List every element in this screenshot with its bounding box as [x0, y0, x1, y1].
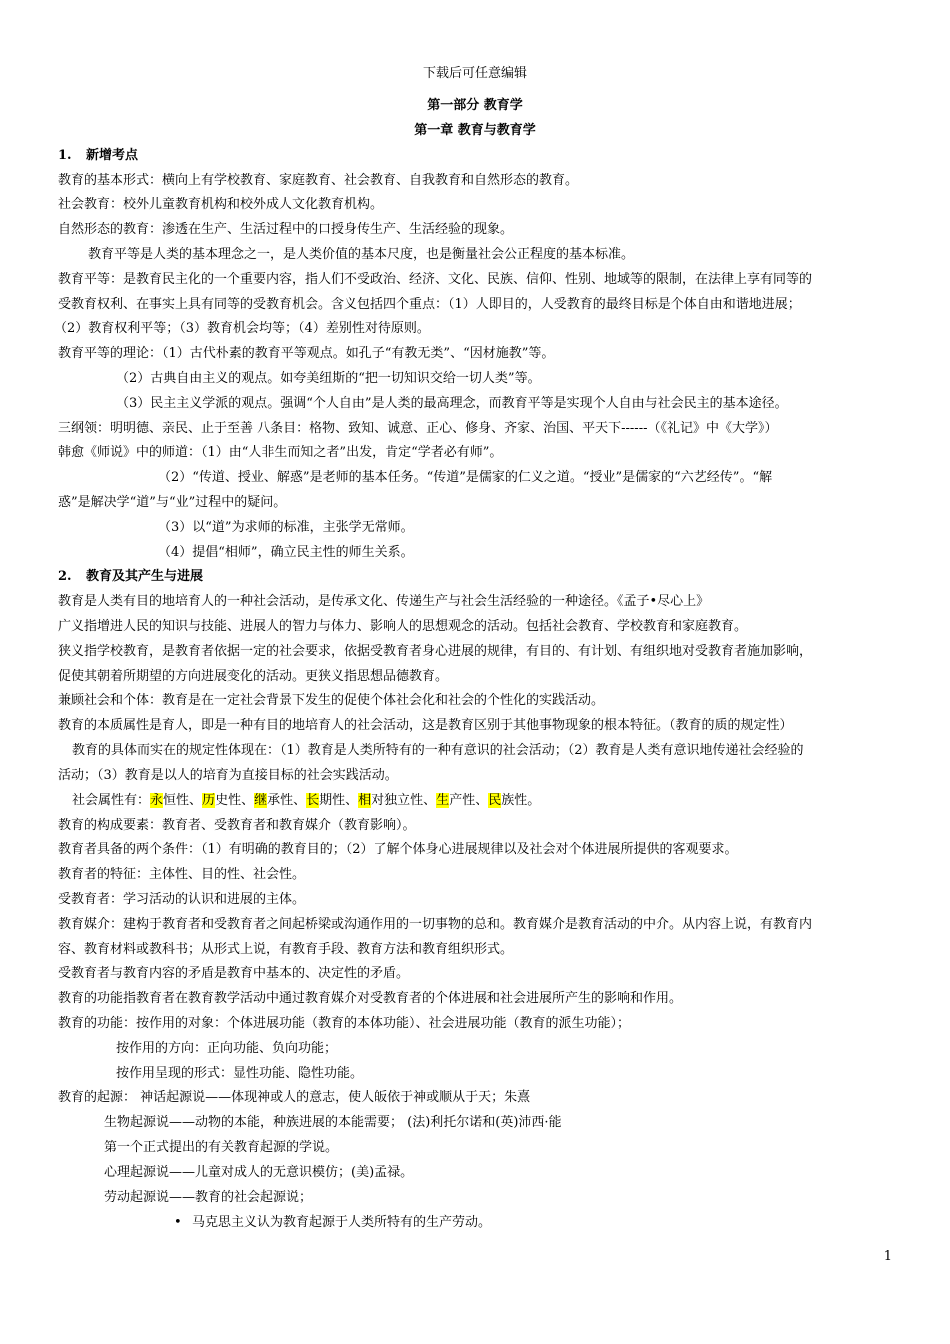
paragraph-line: 教育的功能指教育者在教育教学活动中通过教育媒介对受教育者的个体进展和社会进展所产生的影响和作用。	[58, 991, 683, 1006]
paragraph-line: （2）“传道、授业、解惑”是老师的基本任务。“传道”是儒家的仁义之道。“授业”是儒家的“六艺经传”。“解	[158, 470, 773, 485]
paragraph-line: 教育平等的理论：（1）古代朴素的教育平等观点。如孔子“有教无类”、“因材施教”等。	[58, 346, 555, 361]
paragraph-line: 生物起源说——动物的本能，种族进展的本能需要； (法)利托尔诺和(英)沛西·能	[104, 1115, 562, 1130]
paragraph-line: 教育平等：是教育民主化的一个重要内容，指人们不受政治、经济、文化、民族、信仰、性别、地域等的限制，在法律上享有同等的	[58, 272, 813, 287]
paragraph-line: （3）民主主义学派的观点。强调“个人自由”是人类的最高理念，而教育平等是实现个人自由与社会民主的基本途径。	[116, 396, 788, 411]
paragraph-line: 心理起源说——儿童对成人的无意识模仿；(美)孟禄。	[104, 1165, 414, 1180]
part-title: 第一部分 教育学	[427, 98, 523, 113]
attr-text: 产性、	[449, 793, 489, 808]
paragraph-line: 教育的构成要素：教育者、受教育者和教育媒介（教育影响）。	[58, 818, 416, 833]
paragraph-line: 教育的起源： 神话起源说——体现神或人的意志，使人皈依于神或顺从于天；朱熹	[58, 1090, 531, 1105]
paragraph-line: （2）古典自由主义的观点。如夸美纽斯的“把一切知识交给一切人类”等。	[116, 371, 541, 386]
paragraph-line: 兼顾社会和个体：教育是在一定社会背景下发生的促使个体社会化和社会的个性化的实践活动。	[58, 693, 605, 708]
chapter-title: 第一章 教育与教育学	[414, 123, 536, 138]
header-note: 下载后可任意编辑	[422, 66, 527, 81]
section-heading-2	[58, 569, 203, 585]
bullet-dot-icon: •	[174, 1215, 182, 1230]
paragraph-line: 教育的本质属性是育人，即是一种有目的地培育人的社会活动，这是教育区别于其他事物现象的根本特征。（教育的质的规定性）	[58, 718, 793, 733]
highlighted-char: 生	[436, 793, 450, 808]
highlighted-char: 永	[150, 793, 164, 808]
highlighted-char: 长	[306, 793, 320, 808]
bullet-list-item	[174, 1215, 491, 1231]
highlighted-char: 历	[202, 793, 216, 808]
paragraph-line: 按作用呈现的形式：显性功能、隐性功能。	[116, 1066, 364, 1081]
bullet-text: 马克思主义认为教育起源于人类所特有的生产劳动。	[192, 1215, 492, 1230]
paragraph-line: 受教育者：学习活动的认识和进展的主体。	[58, 892, 306, 907]
paragraph-line: 受教育者与教育内容的矛盾是教育中基本的、决定性的矛盾。	[58, 966, 410, 981]
social-attributes-prefix: 社会属性有：	[72, 793, 151, 808]
paragraph-line: 教育平等是人类的基本理念之一，是人类价值的基本尺度，也是衡量社会公正程度的基本标准。	[88, 247, 635, 262]
page-number: 1	[883, 1249, 892, 1264]
attr-text: 族性。	[501, 793, 541, 808]
paragraph-line: 教育的功能：按作用的对象：个体进展功能（教育的本体功能）、社会进展功能（教育的派生功能）；	[58, 1016, 631, 1031]
social-attributes-line	[72, 793, 540, 809]
paragraph-line: 三纲领：明明德、亲民、止于至善 八条目：格物、致知、诚意、正心、修身、齐家、治国、平天下------（《礼记》中《大学》）	[58, 421, 778, 436]
section-title: 教育及其产生与进展	[86, 569, 204, 584]
highlighted-char: 民	[488, 793, 502, 808]
paragraph-line: 教育的基本形式：横向上有学校教育、家庭教育、社会教育、自我教育和自然形态的教育。	[58, 173, 579, 188]
paragraph-line: 狭义指学校教育，是教育者依据一定的社会要求，依据受教育者身心进展的规律，有目的、有计划、有组织地对受教育者施加影响，	[58, 644, 813, 659]
section-title: 新增考点	[86, 148, 139, 163]
section-number: 1.	[58, 148, 72, 163]
paragraph-line: （3）以“道”为求师的标准，主张学无常师。	[158, 520, 414, 535]
paragraph-line: 教育媒介：建构于教育者和受教育者之间起桥梁或沟通作用的一切事物的总和。教育媒介是教育活动的中介。从内容上说，有教育内	[58, 917, 813, 932]
attr-text: 承性、	[267, 793, 307, 808]
section-number: 2.	[58, 569, 72, 584]
paragraph-line: 教育是人类有目的地培育人的一种社会活动，是传承文化、传递生产与社会生活经验的一种途径。《孟子•尽心上》	[58, 594, 710, 609]
highlighted-char: 相	[358, 793, 372, 808]
paragraph-line: 广义指增进人民的知识与技能、进展人的智力与体力、影响人的思想观念的活动。包括社会教育、学校教育和家庭教育。	[58, 619, 748, 634]
paragraph-line: 促使其朝着所期望的方向进展变化的活动。更狭义指思想品德教育。	[58, 669, 449, 684]
section-heading-1	[58, 148, 138, 164]
attr-text: 期性、	[319, 793, 359, 808]
paragraph-line: 韩愈《师说》中的师道：（1）由“人非生而知之者”出发，肯定“学者必有师”。	[58, 445, 503, 460]
attr-text: 恒性、	[163, 793, 203, 808]
paragraph-line: （4）提倡“相师”，确立民主性的师生关系。	[158, 545, 414, 560]
paragraph-line: 受教育权利、在事实上具有同等的受教育机会。含义包括四个重点：（1）人即目的，人受教育的最终目标是个体自由和谐地进展；	[58, 297, 801, 312]
paragraph-line: 劳动起源说——教育的社会起源说；	[104, 1190, 313, 1205]
paragraph-line: 按作用的方向：正向功能、负向功能；	[116, 1041, 338, 1056]
paragraph-line: 自然形态的教育：渗透在生产、生活过程中的口授身传生产、生活经验的现象。	[58, 222, 514, 237]
attr-text: 对独立性、	[371, 793, 437, 808]
paragraph-line: 教育者的特征：主体性、目的性、社会性。	[58, 867, 306, 882]
highlighted-char: 继	[254, 793, 268, 808]
paragraph-line: 教育的具体而实在的规定性体现在：（1）教育是人类所特有的一种有意识的社会活动；（2）教育是人类有意识地传递社会经验的	[72, 743, 804, 758]
paragraph-line: 容、教育材料或教科书；从形式上说，有教育手段、教育方法和教育组织形式。	[58, 942, 514, 957]
paragraph-line: 社会教育：校外儿童教育机构和校外成人文化教育机构。	[58, 197, 384, 212]
paragraph-line: 教育者具备的两个条件：（1）有明确的教育目的；（2）了解个体身心进展规律以及社会对个体进展所提供的客观要求。	[58, 842, 738, 857]
attr-text: 史性、	[215, 793, 255, 808]
paragraph-line: 第一个正式提出的有关教育起源的学说。	[104, 1140, 339, 1155]
paragraph-line: 活动；（3）教育是以人的培育为直接目标的社会实践活动。	[58, 768, 398, 783]
paragraph-line: 惑”是解决学“道”与“业”过程中的疑问。	[58, 495, 287, 510]
paragraph-line: （2）教育权利平等；（3）教育机会均等；（4）差别性对待原则。	[54, 321, 430, 336]
